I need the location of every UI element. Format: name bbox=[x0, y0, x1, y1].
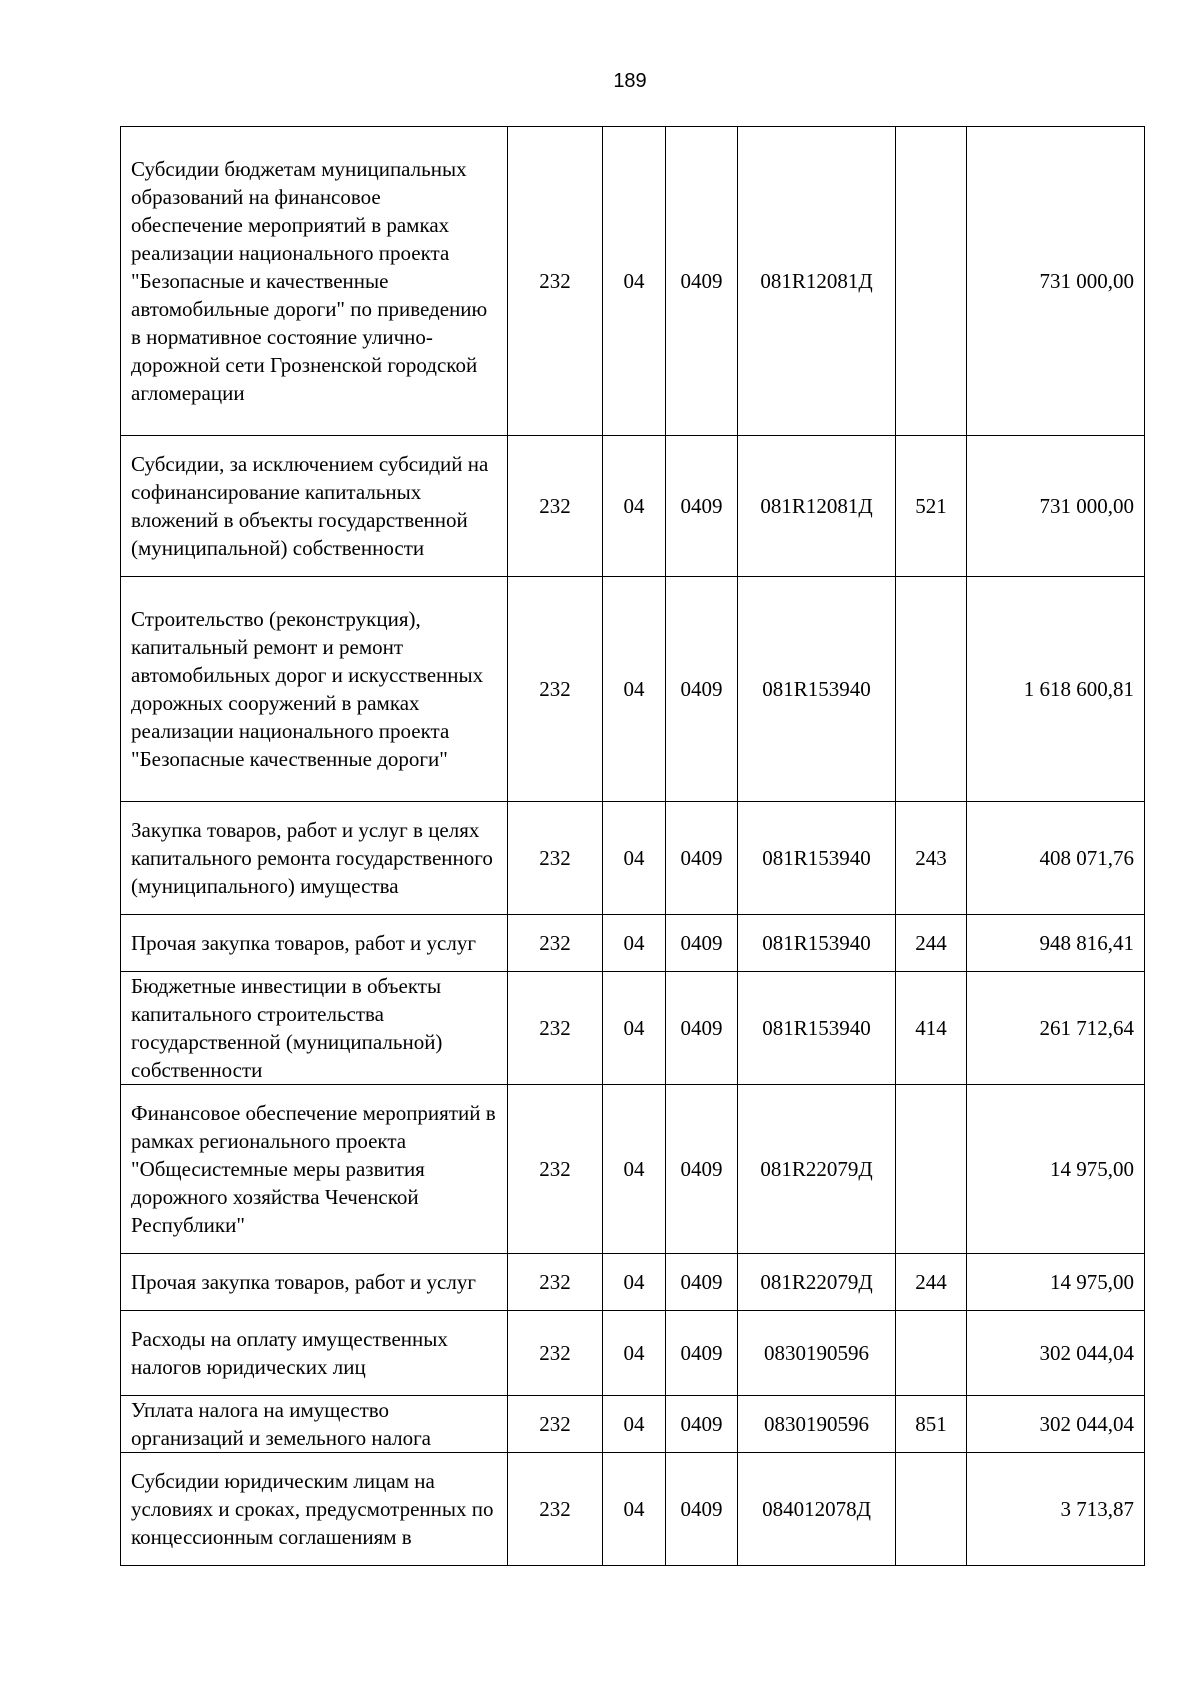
budget-table bbox=[120, 126, 1145, 1566]
row-name: Бюджетные инвестиции в объекты капитального строительства государственной (муниципальной) собственности bbox=[121, 972, 508, 1085]
ministry-code: 232 bbox=[508, 577, 603, 802]
section-code: 04 bbox=[603, 1453, 666, 1566]
section-code: 04 bbox=[603, 1254, 666, 1311]
subsection-code: 0409 bbox=[666, 1311, 738, 1396]
section-code: 04 bbox=[603, 802, 666, 915]
subsection-code: 0409 bbox=[666, 1453, 738, 1566]
amount: 302 044,04 bbox=[967, 1396, 1145, 1453]
target-code: 081R153940 bbox=[738, 915, 896, 972]
section-code: 04 bbox=[603, 972, 666, 1085]
target-code: 0830190596 bbox=[738, 1311, 896, 1396]
amount: 948 816,41 bbox=[967, 915, 1145, 972]
section-code: 04 bbox=[603, 915, 666, 972]
expense-type-code bbox=[896, 577, 967, 802]
row-name: Финансовое обеспечение мероприятий в рамках регионального проекта "Общесистемные меры развития дорожного хозяйства Чеченской Республики" bbox=[121, 1085, 508, 1254]
row-name: Уплата налога на имущество организаций и земельного налога bbox=[121, 1396, 508, 1453]
expense-type-code: 414 bbox=[896, 972, 967, 1085]
ministry-code: 232 bbox=[508, 1254, 603, 1311]
expense-type-code: 851 bbox=[896, 1396, 967, 1453]
expense-type-code bbox=[896, 1311, 967, 1396]
target-code: 081R153940 bbox=[738, 802, 896, 915]
row-name: Прочая закупка товаров, работ и услуг bbox=[121, 915, 508, 972]
ministry-code: 232 bbox=[508, 972, 603, 1085]
section-code: 04 bbox=[603, 577, 666, 802]
amount: 3 713,87 bbox=[967, 1453, 1145, 1566]
section-code: 04 bbox=[603, 1311, 666, 1396]
table-row bbox=[121, 802, 1145, 915]
table-row bbox=[121, 436, 1145, 577]
expense-type-code: 243 bbox=[896, 802, 967, 915]
amount: 408 071,76 bbox=[967, 802, 1145, 915]
amount: 14 975,00 bbox=[967, 1254, 1145, 1311]
expense-type-code bbox=[896, 1085, 967, 1254]
table-row bbox=[121, 1396, 1145, 1453]
section-code: 04 bbox=[603, 436, 666, 577]
expense-type-code: 244 bbox=[896, 915, 967, 972]
subsection-code: 0409 bbox=[666, 1085, 738, 1254]
target-code: 081R153940 bbox=[738, 577, 896, 802]
row-name: Субсидии бюджетам муниципальных образований на финансовое обеспечение мероприятий в рамках реализации национального проекта "Безопасные и качественные автомобильные дороги" по приведению в нормативное состояние улично-дорожной сети Грозненской городской агломерации bbox=[121, 127, 508, 436]
ministry-code: 232 bbox=[508, 802, 603, 915]
expense-type-code: 244 bbox=[896, 1254, 967, 1311]
ministry-code: 232 bbox=[508, 1085, 603, 1254]
expense-type-code bbox=[896, 127, 967, 436]
table-row bbox=[121, 1254, 1145, 1311]
table-row bbox=[121, 915, 1145, 972]
amount: 302 044,04 bbox=[967, 1311, 1145, 1396]
target-code: 0830190596 bbox=[738, 1396, 896, 1453]
subsection-code: 0409 bbox=[666, 127, 738, 436]
ministry-code: 232 bbox=[508, 1453, 603, 1566]
section-code: 04 bbox=[603, 1085, 666, 1254]
amount: 731 000,00 bbox=[967, 436, 1145, 577]
subsection-code: 0409 bbox=[666, 1254, 738, 1311]
table-row bbox=[121, 972, 1145, 1085]
target-code: 081R22079Д bbox=[738, 1085, 896, 1254]
target-code: 081R12081Д bbox=[738, 436, 896, 577]
target-code: 081R22079Д bbox=[738, 1254, 896, 1311]
page-number: 189 bbox=[613, 70, 647, 92]
amount: 14 975,00 bbox=[967, 1085, 1145, 1254]
ministry-code: 232 bbox=[508, 1396, 603, 1453]
ministry-code: 232 bbox=[508, 436, 603, 577]
row-name: Субсидии, за исключением субсидий на софинансирование капитальных вложений в объекты государственной (муниципальной) собственности bbox=[121, 436, 508, 577]
ministry-code: 232 bbox=[508, 915, 603, 972]
table-row bbox=[121, 577, 1145, 802]
subsection-code: 0409 bbox=[666, 802, 738, 915]
section-code: 04 bbox=[603, 1396, 666, 1453]
table-row bbox=[121, 1085, 1145, 1254]
row-name: Закупка товаров, работ и услуг в целях капитального ремонта государственного (муниципального) имущества bbox=[121, 802, 508, 915]
target-code: 081R12081Д bbox=[738, 127, 896, 436]
table-row bbox=[121, 127, 1145, 436]
row-name: Прочая закупка товаров, работ и услуг bbox=[121, 1254, 508, 1311]
ministry-code: 232 bbox=[508, 1311, 603, 1396]
subsection-code: 0409 bbox=[666, 1396, 738, 1453]
table-row bbox=[121, 1453, 1145, 1566]
table-row bbox=[121, 1311, 1145, 1396]
subsection-code: 0409 bbox=[666, 436, 738, 577]
expense-type-code: 521 bbox=[896, 436, 967, 577]
row-name: Строительство (реконструкция), капитальный ремонт и ремонт автомобильных дорог и искусственных дорожных сооружений в рамках реализации национального проекта "Безопасные качественные дороги" bbox=[121, 577, 508, 802]
target-code: 081R153940 bbox=[738, 972, 896, 1085]
target-code: 084012078Д bbox=[738, 1453, 896, 1566]
ministry-code: 232 bbox=[508, 127, 603, 436]
subsection-code: 0409 bbox=[666, 915, 738, 972]
amount: 731 000,00 bbox=[967, 127, 1145, 436]
subsection-code: 0409 bbox=[666, 577, 738, 802]
row-name: Субсидии юридическим лицам на условиях и сроках, предусмотренных по концессионным соглашениям в bbox=[121, 1453, 508, 1566]
section-code: 04 bbox=[603, 127, 666, 436]
row-name: Расходы на оплату имущественных налогов юридических лиц bbox=[121, 1311, 508, 1396]
amount: 1 618 600,81 bbox=[967, 577, 1145, 802]
expense-type-code bbox=[896, 1453, 967, 1566]
subsection-code: 0409 bbox=[666, 972, 738, 1085]
amount: 261 712,64 bbox=[967, 972, 1145, 1085]
